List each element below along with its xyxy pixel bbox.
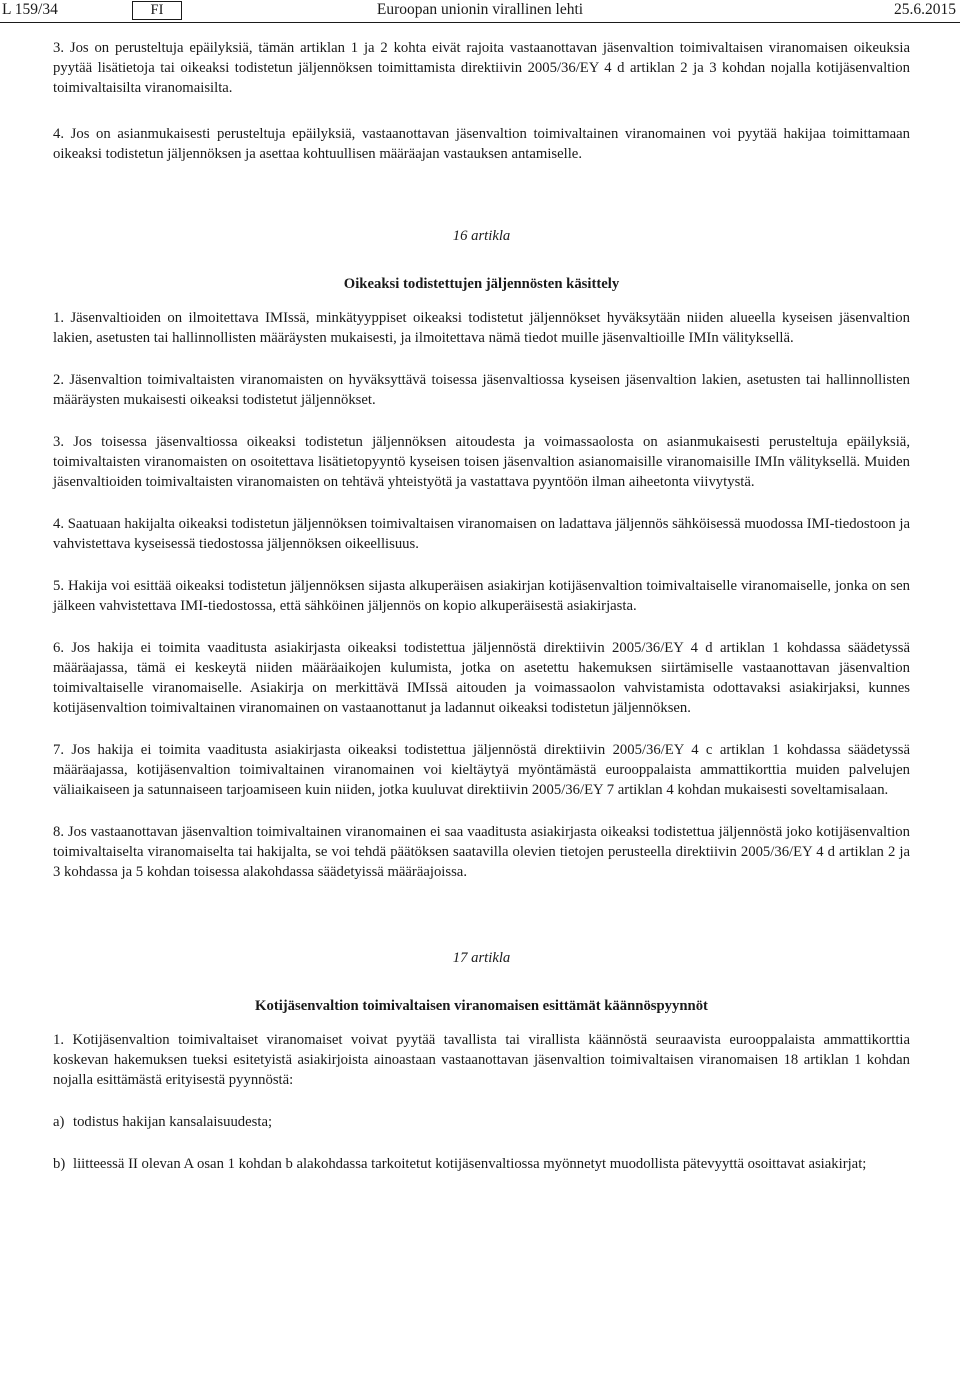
document-body	[53, 38, 910, 1174]
language-code-box: FI	[132, 1, 182, 20]
list-item-label: a)	[53, 1114, 65, 1130]
list-item	[53, 1112, 910, 1132]
article-16-number: 16 artikla	[452, 228, 511, 244]
list-item-text: liitteessä II olevan A osan 1 kohdan b alakohdassa tarkoitetut kotijäsenvaltiossa myönnetyt muodollista pätevyyttä osoittavat asiakirjat;	[73, 1156, 867, 1172]
paragraph-4: 4. Jos on asianmukaisesti perusteltuja epäilyksiä, vastaanottavan jäsenvaltion toimivaltainen viranomainen voi pyytää hakijaa toimittamaan oikeaksi todistetun jäljennöksen ja asettaa kohtuullisen määräajan vastauksen antamiselle.	[53, 126, 910, 162]
article-16-paragraph: 8. Jos vastaanottavan jäsenvaltion toimivaltainen viranomainen ei saa vaaditusta asiakirjasta oikeaksi todistettua jäljennöstä joko kotijäsenvaltion toimivaltaiselta viranomaiselta tai hakijalta, se voi tehdä päätöksen saatavilla olevien tietojen perusteella direktiivin 2005/36/EY 4 d artiklan 2 ja 3 kohdassa ja 5 kohdan toisessa alakohdassa säädetyissä määräajoissa.	[53, 824, 910, 880]
list-item	[53, 1154, 910, 1174]
journal-title: Euroopan unionin virallinen lehti	[376, 1, 584, 18]
article-16-paragraph: 4. Saatuaan hakijalta oikeaksi todistetun jäljennöksen toimivaltaisen viranomaisen on ladattava jäljennös sähköisessä muodossa IMI-tiedostoon ja vahvistettava kyseisessä tiedostossa jäljennöksen oikeellisuus.	[53, 516, 910, 552]
publication-date: 25.6.2015	[894, 1, 956, 18]
article-17-paragraph-1: 1. Kotijäsenvaltion toimivaltaiset viranomaiset voivat pyytää tavallista tai virallista käännöstä seuraavista eurooppalaista ammattikorttia koskevan hakemuksen tueksi esitetyistä asiakirjoista ainoastaan vastaanottavan jäsenvaltion toimivaltaisen viranomaisen 18 artiklan 1 kohdan nojalla esittämästä erityisestä pyynnöstä:	[53, 1032, 910, 1088]
article-16-paragraph: 1. Jäsenvaltioiden on ilmoitettava IMIssä, minkätyyppiset oikeaksi todistetut jäljennökset hyväksytään niiden alueella kyseisen jäsenvaltion lakien, asetusten tai hallinnollisten määräysten mukaisesti, ja ilmoitettava nämä tiedot muille jäsenvaltioille IMIn välityksellä.	[53, 310, 910, 346]
article-17-number: 17 artikla	[452, 950, 511, 966]
page-header	[0, 0, 960, 22]
article-16-paragraph: 2. Jäsenvaltion toimivaltaisten viranomaisten on hyväksyttävä toisessa jäsenvaltiossa kyseisen jäsenvaltion lakien, asetusten tai hallinnollisten määräysten mukaisesti oikeaksi todistetut jäljennökset.	[53, 372, 910, 408]
paragraph-3: 3. Jos on perusteltuja epäilyksiä, tämän artiklan 1 ja 2 kohta eivät rajoita vastaanottavan jäsenvaltion toimivaltaisen viranomaisen oikeuksia pyytää lisätietoja tai oikeaksi todistetun jäljennöksen toimittamista direktiivin 2005/36/EY 4 d artiklan 2 ja 3 kohdan nojalla kotijäsenvaltion toimivaltaisilta viranomaisilta.	[53, 40, 910, 96]
article-16-paragraph: 5. Hakija voi esittää oikeaksi todistetun jäljennöksen sijasta alkuperäisen asiakirjan kotijäsenvaltion toimivaltaiselle viranomaiselle, jonka on sen jälkeen vahvistettava IMI-tiedostossa, että sähköinen jäljennös on kopio alkuperäisestä asiakirjasta.	[53, 578, 910, 614]
article-16-paragraph: 6. Jos hakija ei toimita vaaditusta asiakirjasta oikeaksi todistettua jäljennöstä direktiivin 2005/36/EY 4 d artiklan 1 kohdassa säädetyssä määräajassa, tämä ei keskeytä niiden määräaikojen kulumista, jotka on asetettu hakemuksen siirtämiselle vastaanottavan jäsenvaltion toimivaltaiselle viranomaiselle. Asiakirja on merkittävä IMIssä aitouden ja voimassaolon vahvistamista odottavaksi asiakirjaksi, kunnes kotijäsenvaltion toimivaltainen viranomainen on vastaanottanut ja ladannut oikeaksi todistetun jäljennöksen.	[53, 640, 910, 716]
list-item-text: todistus hakijan kansalaisuudesta;	[73, 1114, 273, 1130]
list-item-label: b)	[53, 1156, 66, 1172]
page-reference: L 159/34	[2, 1, 58, 18]
article-16-paragraph: 3. Jos toisessa jäsenvaltiossa oikeaksi todistetun jäljennöksen aitoudesta ja voimassaolosta on asianmukaisesti perusteltuja epäilyksiä, toimivaltaisten viranomaisten on osoitettava lisätietopyyntö kyseisen toisen jäsenvaltion asianomaisille viranomaisille IMIn välityksellä. Muiden jäsenvaltioiden toimivaltaisten viranomaisten on tehtävä yhteistyötä ja vastattava pyyntöön ilman aiheetonta viivytystä.	[53, 434, 910, 490]
article-17-heading: Kotijäsenvaltion toimivaltaisen viranomaisen esittämät käännöspyynnöt	[255, 998, 708, 1014]
header-rule	[0, 22, 960, 23]
article-16-paragraph: 7. Jos hakija ei toimita vaaditusta asiakirjasta oikeaksi todistettua jäljennöstä direktiivin 2005/36/EY 4 c artiklan 1 kohdassa säädetyssä määräajassa, kotijäsenvaltion toimivaltainen viranomainen voi kieltäytyä myöntämästä eurooppalaista ammattikorttia muiden palvelujen väliaikaiseen ja satunnaiseen tarjoamiseen kuin niiden, jotka kuuluvat direktiivin 2005/36/EY 7 artiklan 4 kohdan mukaisesti soveltamisalaan.	[53, 742, 910, 798]
article-16-heading: Oikeaksi todistettujen jäljennösten käsittely	[343, 276, 620, 292]
